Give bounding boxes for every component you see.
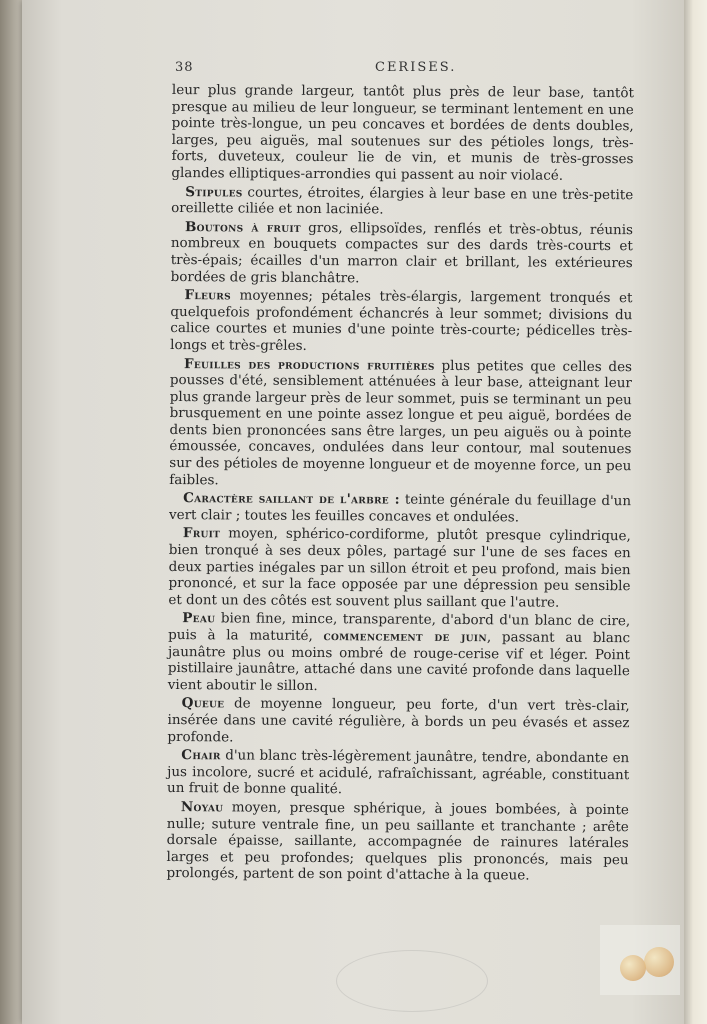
paragraph-text: moyennes; pétales très-élargis, largement tronqués et quelquefois profondément échancrés à leur sommet; divisions du calice courtes et munies d'une pointe très-courte; pédicelles très-longs et très-grêles. [170, 287, 633, 354]
page-number: 38 [175, 60, 194, 75]
paragraph-keyword: Caractère saillant de l'arbre : [183, 490, 400, 508]
paragraph-keyword: Chair [181, 747, 221, 764]
body-text [166, 82, 634, 887]
fruit-icon [644, 947, 674, 977]
paragraph-keyword: Feuilles des productions fruitières [183, 355, 435, 374]
paragraph-fleurs [170, 287, 632, 357]
paragraph-text-before: bien fine, mince, transparente, d'abord d'un blanc de cire, puis à la maturité, [168, 610, 631, 645]
library-stamp [336, 950, 488, 1012]
watermark-logo [600, 925, 680, 995]
paragraph-caractere [169, 490, 631, 526]
paragraph-keyword: Queue [181, 695, 225, 712]
paragraph-text: gros, ellipsoïdes, renflés et très-obtus, réunis nombreux en bouquets compactes sur des dards très-courts et très-épais; écailles d'un marron clair et brillant, les extérieures bordées de gris blanchâtre. [170, 219, 634, 286]
paragraph-keyword: Noyau [180, 799, 224, 816]
paragraph-text: d'un blanc très-légèrement jaunâtre, tendre, abondante en jus incolore, sucré et acidulé, rafraîchissant, agréable, constituant un fruit de bonne qualité. [167, 747, 630, 798]
paragraph-leaf-continuation [171, 82, 634, 185]
paragraph-text: moyen, sphérico-cordiforme, plutôt presque cylindrique, bien tronqué à ses deux pôles, partagé sur l'une de ses faces en deux parties inégales par un sillon étroit et peu profond, mais bien prononcé, et sur la face opposée par une dépression peu sensible et dont un des côtés est souvent plus saillant que l'autre. [168, 525, 631, 611]
paragraph-keyword: Boutons à fruit [184, 218, 301, 236]
paragraph-stipules [171, 184, 633, 220]
paragraph-text: leur plus grande largeur, tantôt plus près de leur base, tantôt presque au milieu de leur longueur, se terminant lentement en une pointe très-longue, un peu concaves et bordées de dents doubles, larges, peu aiguës, mal soutenues sur des pétioles longs, très-forts, duveteux, couleur lie de vin, et munis de très-grosses glandes elliptiques-arrondies qui passent au noir violacé. [171, 82, 634, 184]
paragraph-keyword: Peau [182, 610, 216, 627]
paragraph-keyword: Fruit [182, 525, 221, 542]
paragraph-keyword: Fleurs [184, 287, 231, 304]
paragraph-fruit [168, 525, 631, 611]
fruit-icon [620, 955, 646, 981]
paragraph-text: courtes, étroites, élargies à leur base en une très-petite oreillette ciliée et non laciniée. [171, 184, 634, 218]
paragraph-queue [167, 695, 629, 748]
running-head: CERISES. [375, 60, 457, 75]
paragraph-noyau [166, 799, 629, 885]
paragraph-feuilles [169, 355, 632, 491]
paragraph-text-after: , passant au blanc jaunâtre plus ou moins ombré de rouge-cerise vif et léger. Point pistillaire jaunâtre, attaché dans une cavité profonde dans laquelle vient aboutir le sillon. [167, 629, 631, 694]
maturity-label: commencement de juin [323, 628, 487, 646]
paragraph-boutons [171, 219, 633, 289]
paragraph-text: plus petites que celles des pousses d'été, sensiblement atténuées à leur base, atteignant leur plus grande largeur près de leur sommet, puis se terminant un peu brusquement en une pointe assez longue et peu aiguë, bordées de dents bien prononcées sans être larges, un peu aiguës ou à pointe émoussée, concaves, ondulées dans leur contour, mal soutenues sur des pétioles de moyenne longueur et de moyenne force, un peu faibles. [169, 357, 633, 488]
paragraph-peau [168, 610, 631, 696]
paragraph-text: de moyenne longueur, peu forte, d'un vert très-clair, insérée dans une cavité régulière, à bords un peu évasés et assez profonde. [167, 695, 630, 746]
page-stack-edge [684, 0, 707, 1024]
paragraph-text: moyen, presque sphérique, à joues bombées, à pointe nulle; suture ventrale fine, un peu saillante et tranchante ; arête dorsale épaisse, saillante, accompagnée de rainures latérales larges et peu profondes; quelques plis prononcés, mais peu prolongés, partent de son point d'attache à la queue. [166, 799, 629, 884]
paragraph-chair [167, 747, 629, 800]
paragraph-text: teinte générale du feuillage d'un vert clair ; toutes les feuilles concaves et ondulées. [168, 491, 632, 526]
paragraph-keyword: Stipules [185, 183, 243, 201]
